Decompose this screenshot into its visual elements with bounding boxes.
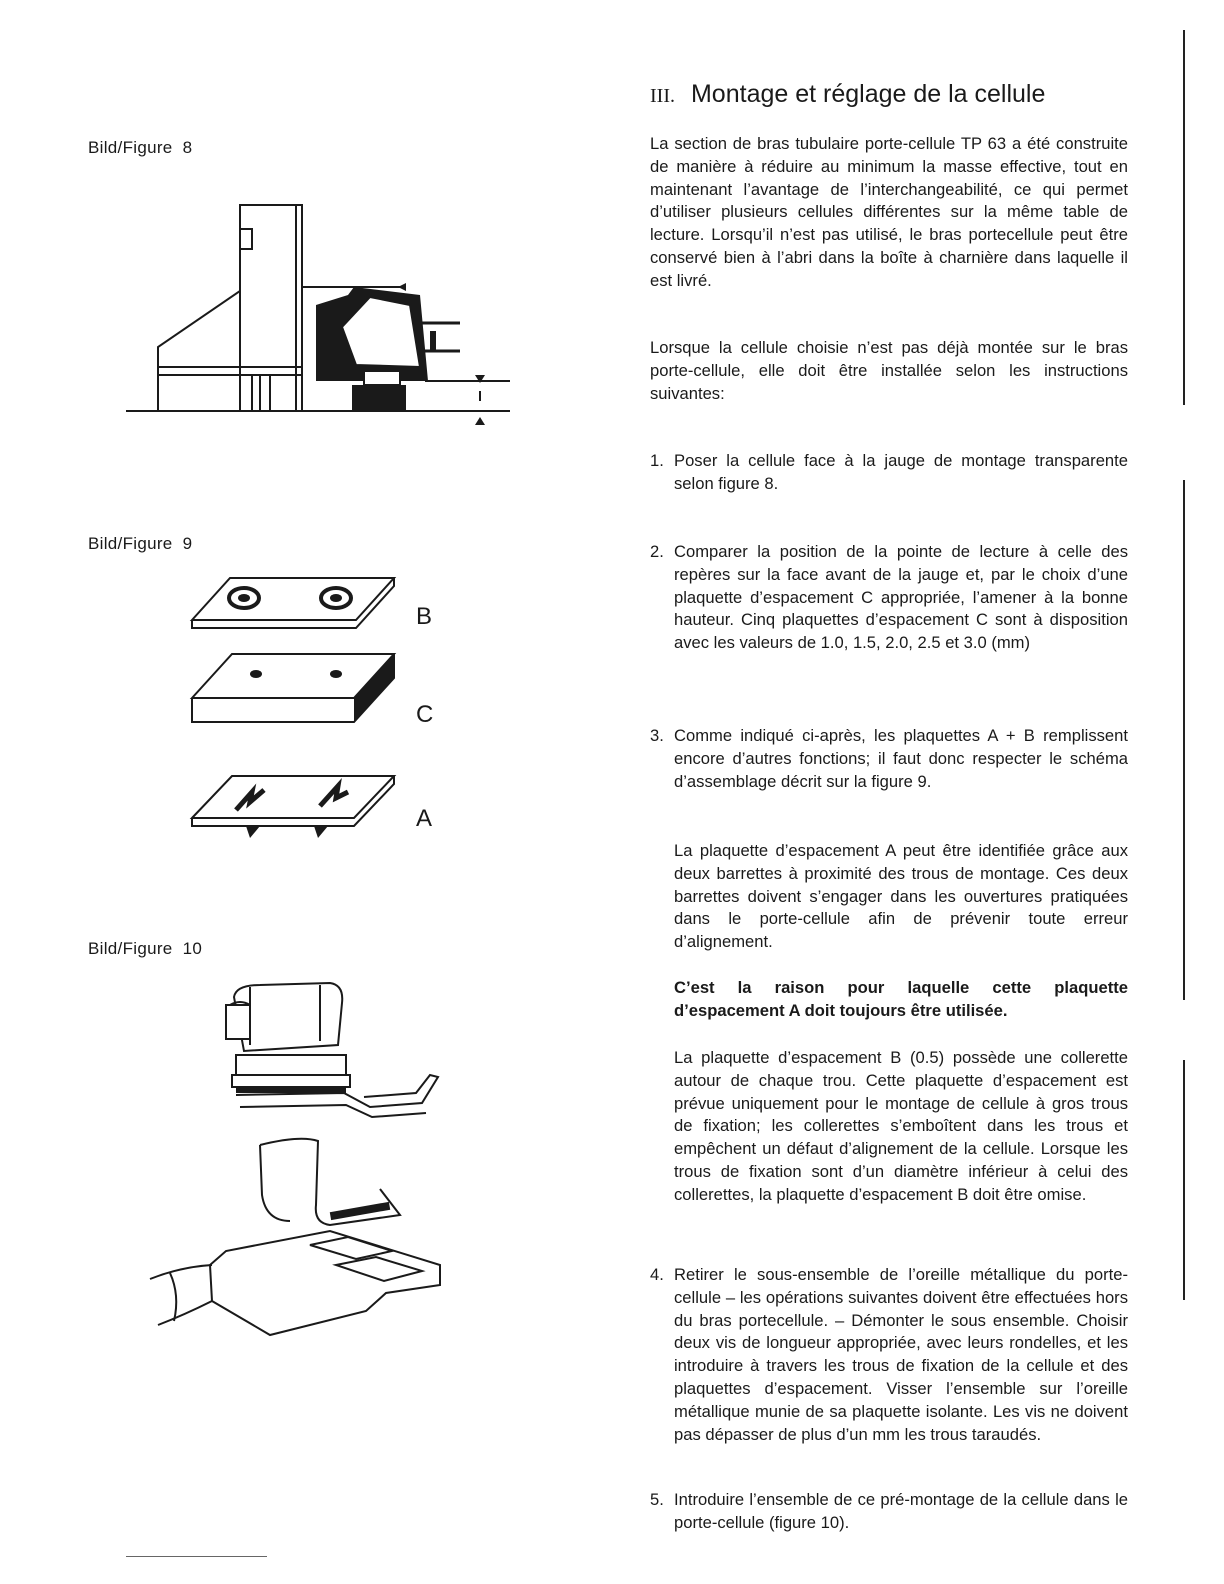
footer-rule xyxy=(126,1556,267,1557)
step-1: 1. Poser la cellule face à la jauge de montage transparente selon figure 8. xyxy=(650,451,1128,493)
step-5: 5. Introduire l’ensemble de ce pré-montage de la cellule dans le porte-cellule (figure 10). xyxy=(650,1490,1128,1532)
scan-edge-line xyxy=(1183,30,1185,405)
intro-paragraph-1: La section de bras tubulaire porte-cellule TP 63 a été construite de manière à réduire au minimum la masse effective, tout en maintenant l’avantage de l’interchangeabilité, ce qui permet d’utiliser plusieurs cellules différentes sur la même table de lecture. Lorsqu’il n’est pas utilisé, le bras portecellule peut être conservé bien à l’abri dans la boîte à charnière dans laquelle il est livré. xyxy=(650,134,1128,290)
figure-10-label: Bild/Figure 10 xyxy=(88,939,203,958)
scan-edge-line xyxy=(1183,1060,1185,1300)
step-3-note-spacer-b: La plaquette d’espacement B (0.5) possède une collerette autour de chaque trou. Cette plaquette d’espacement est prévue uniquement pour le montage de cellule à gros trous de fixation; les collerettes s’emboîtent dans les trous et empêchent un défaut d’alignement de la cellule. Lorsque les trous de fixation sont d’un diamètre inférieur à celui des collerettes, la plaquette d’espacement B doit être omise. xyxy=(674,1048,1128,1204)
step-3-note-spacer-a: La plaquette d’espacement A peut être identifiée grâce aux deux barrettes à proximité des trous de montage. Ces deux barrettes doivent s’engager dans les ouvertures pratiquées dans le porte-cellule afin de prévenir toute erreur d’alignement. xyxy=(674,841,1128,952)
step-2: 2. Comparer la position de la pointe de lecture à celle des repères sur la face avant de la jauge et, par le choix d’une plaquette d’espacement C appropriée, l’amener à la bonne hauteur. Cinq plaquettes d’espacement C sont à disposition avec les valeurs de 1.0, 1.5, 2.0, 2.5 et 3.0 (mm) xyxy=(650,542,1128,653)
plate-c-label: C xyxy=(416,701,434,728)
section-title: III. Montage et réglage de la cellule xyxy=(650,80,1046,108)
figure-8-gauge-drawing xyxy=(120,195,520,430)
figure-10-assembly-drawing xyxy=(140,975,460,1345)
step-3: 3. Comme indiqué ci-après, les plaquettes A + B remplissent encore d’autres fonctions; il faut donc respecter le schéma d’assemblage décrit sur la figure 9. xyxy=(650,726,1128,791)
scan-edge-line xyxy=(1183,480,1185,1000)
step-3-note-warning: C’est la raison pour laquelle cette plaquette d’espacement A doit toujours être utilisée. xyxy=(674,978,1128,1020)
figure-8-label: Bild/Figure 8 xyxy=(88,138,193,157)
plate-a-label: A xyxy=(416,805,433,832)
figure-9-spacer-plates xyxy=(180,570,450,850)
figure-9-label: Bild/Figure 9 xyxy=(88,534,193,553)
intro-paragraph-2: Lorsque la cellule choisie n’est pas déjà montée sur le bras porte-cellule, elle doit être installée selon les instructions suivantes: xyxy=(650,338,1128,403)
step-4: 4. Retirer le sous-ensemble de l’oreille métallique du porte-cellule – les opérations suivantes doivent être effectuées hors du bras portecellule. – Démonter le sous ensemble. Choisir deux vis de longueur appropriée, avec leurs rondelles, et les introduire à travers les trous de fixation de la cellule et des plaquettes d’espacement. Visser l’ensemble sur l’oreille métallique munie de sa plaquette isolante. Les vis ne doivent pas dépasser de plus d’un mm les trous taraudés. xyxy=(650,1265,1128,1444)
plate-b-label: B xyxy=(416,603,433,630)
